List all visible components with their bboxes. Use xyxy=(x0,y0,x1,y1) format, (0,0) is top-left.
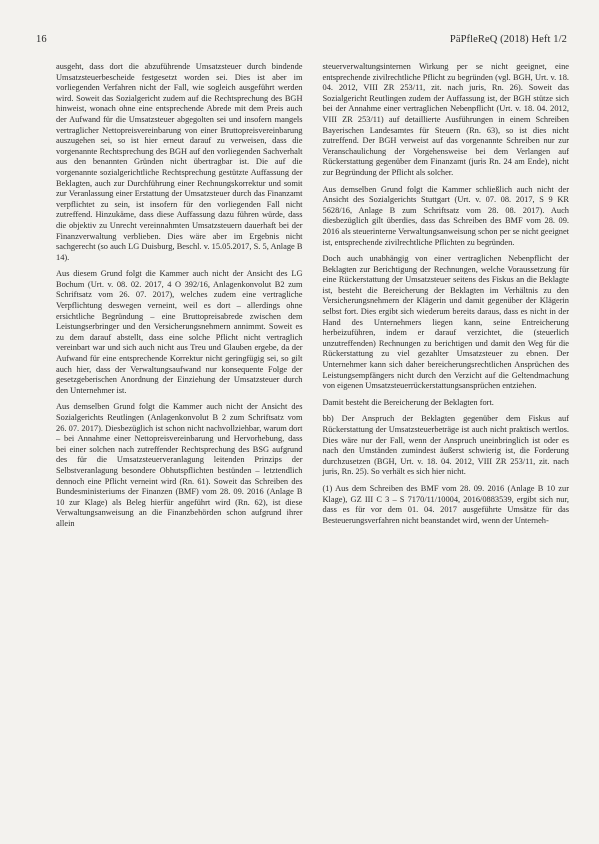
paragraph: Doch auch unabhängig von einer vertraglichen Nebenpflicht der Beklagten zur Berichtigung der Rechnungen, welche Voraussetzung für eine Rückerstattung der Umsatzsteuer seitens des Fiskus an die Beklagte ist, besteht die Bereicherung der Beklagten im Verhältnis zu den Versicherungsnehmern der Klägerin und damit gegenüber der Klägerin selbst fort. Dies ergibt sich wiederum bereits daraus, dass es nicht in der Hand des Unternehmers liegen kann, seine Entreicherung herbeizuführen, indem er darauf verzichtet, die (steuerlich unzutreffenden) Rechnungen zu berichtigen und damit den Weg für die Rückerstattung zu viel gezahlter Umsatzsteuer zu ebnen. Der Unternehmer kann sich daher bereicherungsrechtlichen Ansprüchen des Leistungsempfängers nicht durch den Verzicht auf die Geltendmachung von eigenen Umsatzsteuerrückerstattungsansprüchen entziehen. xyxy=(322,254,569,391)
paragraph: (1) Aus dem Schreiben des BMF vom 28. 09. 2016 (Anlage B 10 zur Klage), GZ III C 3 – S 7170/11/10004, 2016/0883539, ergibt sich nur, dass es für vor dem 01. 04. 2017 ausgeführte Umsätze für das Besteuerungsverfahren nicht beanstandet wird, wenn der Unterneh- xyxy=(322,483,569,525)
paragraph: steuerverwaltungsinternen Wirkung per se nicht geeignet, eine entsprechende zivilrechtliche Pflicht zu begründen (vgl. BGH, Urt. v. 18. 04. 2012, VIII ZR 253/11, zit. nach juris, Rn. 26). Soweit das Sozialgericht Reutlingen zudem der Auffassung ist, der BGH stütze sich bei der Annahme einer vertraglichen Nebenpflicht (Urt. v. 18. 04. 2012, VIII ZR 253/11) auf detaillierte Ausführungen in einem Schreiben Bayerischen Landesamtes für Steuern (Rn. 63), so ist dies nicht zutreffend. Der BGH verweist auf das vorgenannte Schreiben nur zur Veranschaulichung der Vorgehensweise bei dem Verlangen auf Rückerstattung gegenüber dem Finanzamt (juris Rn. 24 am Ende), nicht zur Begründung der Pflicht als solcher. xyxy=(322,62,569,177)
paragraph: bb) Der Anspruch der Beklagten gegenüber dem Fiskus auf Rückerstattung der Umsatzsteuerbeträge ist auch nicht praktisch wertlos. Dies wäre nur der Fall, wenn der Anspruch uneinbringlich ist oder es nach den Umständen zumindest äußerst schwierig ist, die Forderung durchzusetzen (BGH, Urt. v. 18. 04. 2012, VIII ZR 253/11, zit. nach juris, Rn. 25). So verhält es sich hier nicht. xyxy=(322,414,569,477)
page-header xyxy=(36,34,567,45)
left-column xyxy=(56,62,303,804)
text-columns xyxy=(56,62,569,804)
paragraph: Aus demselben Grund folgt die Kammer schließlich auch nicht der Ansicht des Sozialgerichts Stuttgart (Urt. v. 07. 08. 2017, S 9 KR 5628/16, Anlage B zum Schriftsatz vom 28. 08. 2017). Auch diesbezüglich gilt überdies, dass das Schreiben des BMF vom 28. 09. 2016 als steuerinterne Verwaltungsanweisung schon per se nicht geeignet ist, entsprechende zivilrechtliche Pflichten zu begründen. xyxy=(322,184,569,247)
page-number: 16 xyxy=(36,34,47,45)
paragraph: Damit besteht die Bereicherung der Beklagten fort. xyxy=(322,397,494,407)
paragraph: ausgeht, dass dort die abzuführende Umsatzsteuer durch bindende Umsatzsteuerbescheide festgesetzt worden sei. Dies ist aber im vorliegenden Verfahren nicht der Fall, wie sogleich ausgeführt werden wird. Soweit das Sozialgericht zudem auf die Rechtsprechung des BGH hinweist, wonach ohne eine entsprechende Abrede mit dem Preis auch der Aufwand für die Umsatzsteuer abgegolten sei und insofern mangels vertraglicher Nettopreisvereinbarung von einer Bruttopreisvereinbarung auszugehen sei, so ist hier erneut darauf zu verweisen, dass die vorgenannte Rechtsprechung des BGH auf den vorliegenden Sachverhalt aus den benannten Gründen nicht übertragbar ist. Die auf die vorgenannte sozialgerichtliche Rechtsprechung gestützte Auffassung der Beklagten, auch zur Durchführung einer Rechnungskorrektur und somit zur Veranlassung einer Erstattung der Umsatzsteuer durch das Finanzamt verpflichtet zu sein, ist insofern für den vorliegenden Fall nicht zutreffend. Hinzukäme, dass diese Auffassung dazu führen würde, dass die objektiv zu Unrecht vereinnahmten Umsatzsteuern dauerhaft bei der Finanzverwaltung verblieben. Dies wäre aber im Ergebnis nicht sachgerecht (so auch LG Duisburg, Beschl. v. 15.05.2017, S. 5, Anlage B 14). xyxy=(56,62,303,262)
paragraph: Aus diesem Grund folgt die Kammer auch nicht der Ansicht des LG Bochum (Urt. v. 08. 02. 2017, 4 O 392/16, Anlagenkonvolut B2 zum Schriftsatz vom 26. 07. 2017), welches zudem eine vertragliche Verpflichtung deswegen verneint, weil es dort – allerdings ohne ersichtliche Begründung – eine Bruttopreisabrede zwischen dem Leistungserbringer und den Versicherungsnehmern annimmt. Soweit es zu dem darauf abstellt, dass eine solche Pflicht nicht vertraglich vereinbart war und sich auch nicht aus Treu und Glauben ergebe, da der Aufwand für eine entsprechende Korrektur nicht geringfügig sei, so gilt auch hier, dass der Verwaltungsaufwand nur konsequente Folge der gesetzgeberischen Anordnung der Einziehung der Umsatzsteuer durch den Unternehmer ist. xyxy=(56,269,303,395)
right-column xyxy=(323,62,570,804)
paragraph: Aus demselben Grund folgt die Kammer auch nicht der Ansicht des Sozialgerichts Reutlingen (Anlagenkonvolut B 2 zum Schriftsatz vom 26. 07. 2017). Diesbezüglich ist schon nicht nachvollziehbar, warum dort – bei Annahme einer Nettopreisvereinbarung und Hervorhebung, dass bei einer solchen nach zutreffender Rechtsprechung des BSG aufgrund des für die Umsatzsteuerveranlagung leitenden Prinzips der Selbstveranlagung besondere Obhutspflichten bestünden – letztendlich dennoch eine Pflicht verneint wird (Rn. 61). Soweit das Schreiben des Bundesministeriums der Finanzen (BMF) vom 28. 09. 2016 (Anlage B 10 zur Klage) als Beleg hierfür angeführt wird (Rn. 62), ist diese Verwaltungsanweisung an die Finanzbehörden schon aufgrund ihrer allein xyxy=(56,402,303,528)
journal-citation: PäPfleReQ (2018) Heft 1/2 xyxy=(449,34,567,45)
